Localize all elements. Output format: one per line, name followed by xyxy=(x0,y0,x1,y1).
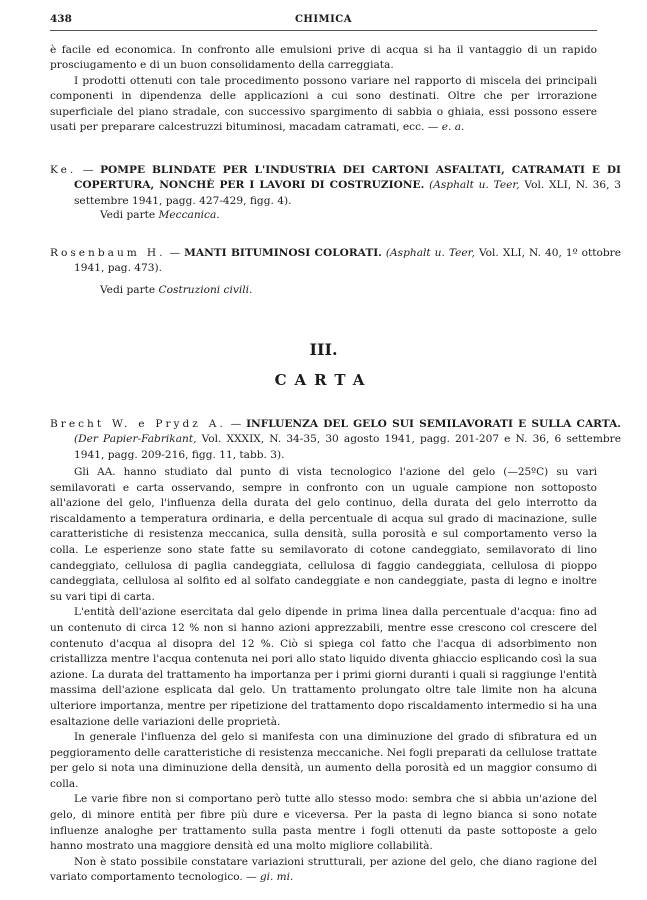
entry-brecht-signature: gi. mi. xyxy=(259,871,294,884)
intro-paragraph-1: è facile ed economica. In confronto alle emulsioni prive di acqua si ha il vantaggio di un rapido prosciugamento e di un buon consolidamento della carreggiata. xyxy=(50,44,597,72)
entry-brecht-paragraph-1: Gli AA. hanno studiato dal punto di vista tecnologico l'azione del gelo (—25ºC) su vari semilavorati e carta osservando, sempre in confronto con un uguale campione non sottoposto all'azione del gelo, l'influenza della durata del gelo continuo, della durata del gelo interrotto da riscaldamento a temperatura ordinaria, e della percentuale di acqua sul grado di macinazione, sulle caratteristiche di resistenza meccanica, sulla densità, sulla porosità e sul comportamento verso la colla. Le esperienze sono state fatte su semilavorato di cotone candeggiato, semilavorato di lino candeggiato, cellulosa di paglia candeggiata, cellulosa di faggio candeggiata, cellulosa di pioppo candeggiata, cellulosa al solfito ed al solfato candeggiate e non candeggiate, pasta di legno e inoltre su vari tipi di carta. xyxy=(50,466,597,603)
entry-brecht-citation: Vol. XXXIX, N. 34-35, 30 agosto 1941, pagg. 201-207 e N. 36, 6 settembre 1941, pagg. 209-216, figg. 11, tabb. 3). xyxy=(74,433,621,461)
entry-brecht-title: INFLUENZA DEL GELO SUI SEMILAVORATI E SULLA CARTA. xyxy=(246,418,622,430)
entry-ke-see-also xyxy=(100,208,580,223)
entry-rosenbaum-see-label: Vedi parte xyxy=(100,284,156,296)
entry-ke-see-target: Meccanica. xyxy=(158,209,220,221)
section-title: CARTA xyxy=(274,371,373,389)
intro-paragraph-2-text: I prodotti ottenuti con tale procedimento possono variare nel rapporto di miscela dei principali componenti in dipendenza delle applicazioni a cui sono destinati. Oltre che per irrorazione superficiale del piano stradale, con successivo spargimento di sabbia o ghiaia, essi possono essere usati per preparare calcestruzzi bituminosi, macadam catramati, ecc. — xyxy=(50,74,597,134)
entry-ke-see-label: Vedi parte xyxy=(100,209,156,221)
entry-brecht-paragraph-5-text: Non è stato possibile constatare variazioni strutturali, per azione del gelo, che diano ragione del variato comportamento tecnologico. — xyxy=(50,855,597,884)
entry-ke-citation: Vol. XLI, N. 36, 3 settembre 1941, pagg. 427-429, figg. 4). xyxy=(74,179,621,207)
intro-block xyxy=(50,43,597,135)
entry-brecht-paragraph-3: In generale l'influenza del gelo si manifesta con una diminuzione del grado di sfibratura ed un peggioramento delle caratteristiche di resistenza meccaniche. Nei fogli preparati da cellulose trattate per gelo si nota una diminuzione della densità, un aumento della porosità ed un maggior consumo di colla. xyxy=(50,731,597,790)
entry-ke xyxy=(50,163,621,209)
entry-ke-author: Ke. xyxy=(50,164,77,176)
header-rule xyxy=(50,30,597,31)
entry-ke-title: POMPE BLINDATE PER L'INDUSTRIA DEI CARTONI ASFALTATI, CATRAMATI E DI COPERTURA, NONCHÈ PER I LAVORI DI COSTRUZIONE. xyxy=(74,164,621,192)
entry-rosenbaum-author: Rosenbaum H. xyxy=(50,247,166,259)
entry-rosenbaum-citation: Vol. XLI, N. 40, 1º ottobre 1941, pag. 473). xyxy=(74,247,621,275)
entry-brecht-dash: — xyxy=(230,418,242,430)
page-number: 438 xyxy=(50,13,72,25)
intro-paragraph-2 xyxy=(50,74,597,136)
entry-brecht-paragraph-5 xyxy=(50,855,597,886)
entry-ke-journal: (Asphalt u. Teer, xyxy=(429,179,520,192)
entry-brecht-author: Brecht W. e Prydz A. xyxy=(50,418,226,430)
entry-rosenbaum-dash: — xyxy=(169,247,181,259)
entry-brecht xyxy=(50,417,621,463)
running-title: CHIMICA xyxy=(294,14,353,25)
section-number: III. xyxy=(309,340,338,359)
intro-signature: e. a. xyxy=(441,121,465,134)
entry-rosenbaum-see-also xyxy=(100,283,580,298)
entry-brecht-paragraph-4: Le varie fibre non si comportano però tutte allo stesso modo: sembra che si abbia un'azione del gelo, di minore entità per fibre più dure e viceversa. Per la pasta di legno bianca si sono notate influenze analoghe per trattamento sulla pasta mentre i fogli ottenuti da paste sottoposte a gelo hanno mostrato una maggiore densità ed una molto migliore collabilità. xyxy=(50,793,597,853)
entry-brecht-paragraph-2: L'entità dell'azione esercitata dal gelo dipende in prima linea dalla percentuale d'acqua: fino ad un contenuto di circa 12 % non si hanno azioni apprezzabili, mentre esse crescono col crescere del contenuto d'acqua al disopra del 12 %. Ciò si spiega col fatto che l'acqua di adsorbimento non cristallizza mentre l'acqua contenuta nei pori allo stato liquido diventa ghiaccio esplicando così la sua azione. La durata del trattamento ha importanza per i primi giorni duranti i quali si raggiunge l'entità massima dell'azione esplicata dal gelo. Un trattamento prolungato oltre tale limite non ha alcuna ulteriore importanza, mentre per ripetizione del trattamento dopo riscaldamento intermedio si ha una esaltazione delle variazioni delle proprietà. xyxy=(50,606,597,728)
entry-rosenbaum xyxy=(50,246,621,277)
entry-brecht-body xyxy=(50,465,597,886)
entry-rosenbaum-title: MANTI BITUMINOSI COLORATI. xyxy=(184,247,382,259)
entry-brecht-journal: (Der Papier-Fabrikant, xyxy=(74,433,197,446)
entry-rosenbaum-see-target: Costruzioni civili. xyxy=(158,284,253,296)
entry-rosenbaum-journal: (Asphalt u. Teer, xyxy=(385,247,475,259)
entry-ke-dash: — xyxy=(82,164,94,176)
